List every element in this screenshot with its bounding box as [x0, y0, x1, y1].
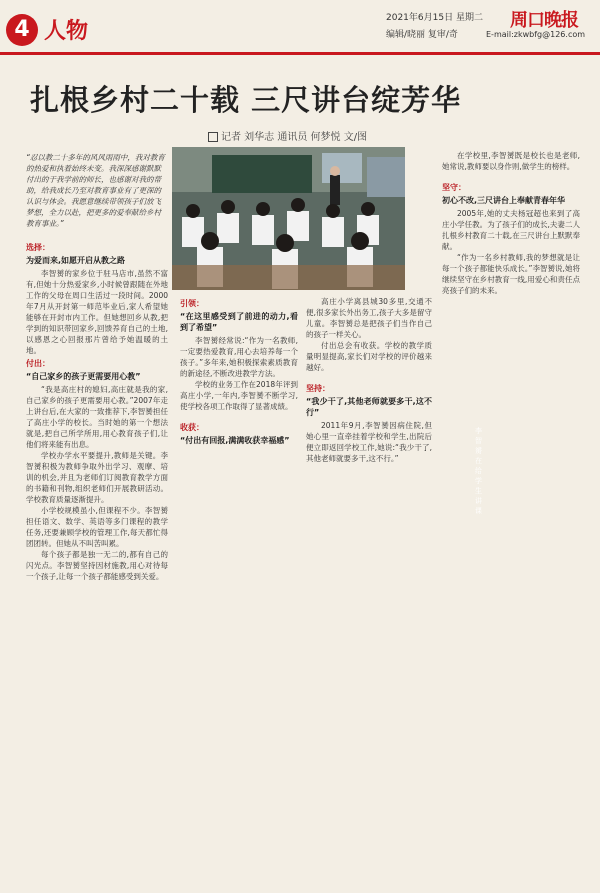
byline-box-icon — [208, 132, 218, 142]
col1-subhead2-label: 付出： — [26, 359, 50, 368]
column-1 — [26, 240, 168, 880]
col3-subhead: “我少干了,其他老师就要多干,这不行” — [306, 397, 432, 417]
col2-subhead-label: 收获： — [180, 423, 204, 432]
col4-paragraph: “作为一名乡村教师,我的梦想就是让每一个孩子都能快乐成长。”李智赟说,她将继续坚守在乡村教育一线,用爱心和责任点亮孩子们的未来。 — [442, 253, 580, 295]
col2-quote-label: 引领： — [180, 299, 204, 308]
col2-paragraph: 李智赟经常说:“作为一名教师,一定要热爱教育,用心去培养每一个孩子。”多年来,她积极探索素质教育的新途径,不断改进教学方法。 — [180, 336, 298, 378]
col1-paragraph: 李智赟的家乡位于驻马店市,虽然不富有,但她十分热爱家乡,小时候曾跟随在外地工作的父母在周口生活过一段时间。2000年7月从开封第一师范毕业后,家人希望她能够在开封市内工作。但她想回乡从教,把学到的知识带回家乡,回馈养育自己的土地,以感恩之心回报那片曾给予她温暖的土地。 — [26, 269, 168, 355]
page-number: 4 — [6, 14, 38, 46]
col1-paragraph: 小学校规模虽小,但课程不少。李智赟担任语文、数学、英语等多门课程的教学任务,还要兼顾学校的管理工作,每天都忙得团团转。但她从不叫苦叫累。 — [26, 506, 168, 548]
column-3 — [306, 296, 432, 880]
byline-text: 记者 刘华志 通讯员 何梦悦 文/图 — [221, 132, 368, 143]
col3-paragraph: 高庄小学离县城30多里,交通不便,很多家长外出务工,孩子大多是留守儿童。李智赟总是把孩子们当作自己的孩子一样关心。 — [306, 297, 432, 339]
col4-paragraph: 2005年,她的丈夫杨冠超也来到了高庄小学任教。为了孩子们的成长,夫妻二人扎根乡村教育二十载,在三尺讲台上默默奉献。 — [442, 209, 580, 251]
col4-subhead-label: 坚守： — [442, 183, 466, 192]
newspaper-logo: 周口晚报 — [510, 10, 578, 31]
contact-email: E-mail:zkwbfg@126.com — [486, 30, 586, 39]
article-headline: 扎根乡村二十载 三尺讲台绽芳华 — [30, 83, 462, 117]
col1-subhead2: “自己家乡的孩子更需要用心教” — [26, 372, 141, 381]
issue-date: 2021年6月15日 星期二 — [386, 13, 483, 23]
photo-caption: 李智赟在给学生讲课 — [475, 427, 482, 515]
column-4 — [442, 150, 580, 880]
col2-paragraph: 学校的业务工作在2018年评到高庄小学,一年内,李智赟不断学习,使学校各项工作取得了显著成绩。 — [180, 380, 298, 411]
col1-paragraph: 每个孩子都是独一无二的,都有自己的闪光点。李智赟坚持因材施教,用心对待每一个孩子,让每一个孩子都能感受到关爱。 — [26, 550, 168, 581]
col1-subhead: 为爱而来,如愿开启从教之路 — [26, 256, 126, 265]
article-intro: “忍以教二十多年的风风雨雨中，我对教育的热爱和执着始终未变。我深深感谢默默付出的于我学前的师长，也感谢对我的帮助，给我成长乃至对教育事业有了更深的认识与体会。我愿意继续带领孩子们放飞梦想，全力以赴，把更多的爱奉献给乡村教育事业。” — [26, 153, 165, 228]
section-title: 人物 — [44, 18, 89, 44]
col1-subhead-label: 选择： — [26, 243, 50, 252]
col1-paragraph: “我是高庄村的媳妇,高庄就是我的家,自己家乡的孩子更需要用心教。”2007年走上讲台后,在大家的一致推荐下,李智赟担任了高庄小学的校长。当时她的第一个想法就是,把自己所学所用,用心教育孩子们,让他们将来能有出息。 — [26, 385, 168, 449]
header-divider — [0, 52, 600, 55]
page-header — [0, 0, 600, 58]
col3-paragraph: 2011年9月,李智赟因病住院,但她心里一直牵挂着学校和学生,出院后便立即返回学校工作,她说:“我少干了,其他老师就要多干,这不行。” — [306, 421, 432, 463]
col4-subhead: 初心不改,三尺讲台上奉献青春年华 — [442, 196, 566, 205]
col2-subhead: “付出有回报,满满收获幸福感” — [180, 436, 290, 445]
column-2 — [180, 296, 298, 880]
article-byline — [208, 128, 508, 143]
col2-quote: “在这里感受到了前进的动力,看到了希望” — [180, 312, 298, 332]
col1-paragraph: 学校办学水平要提升,教师是关键。李智赟积极为教师争取外出学习、观摩、培训的机会,并且为老师们订阅教育教学方面的书籍和刊物,组织老师们开展教研活动。学校教育质量逐渐提升。 — [26, 451, 168, 504]
col4-paragraph: 在学校里,李智赟既是校长也是老师,她常说,教师要以身作则,做学生的榜样。 — [442, 151, 580, 171]
col3-subhead-label: 坚持： — [306, 384, 330, 393]
editor-info: 编辑/晓丽 复审/奇 — [386, 30, 458, 40]
col3-paragraph: 付出总会有收获。学校的教学质量明显提高,家长们对学校的评价越来越好。 — [306, 341, 432, 372]
classroom-image — [172, 147, 405, 290]
